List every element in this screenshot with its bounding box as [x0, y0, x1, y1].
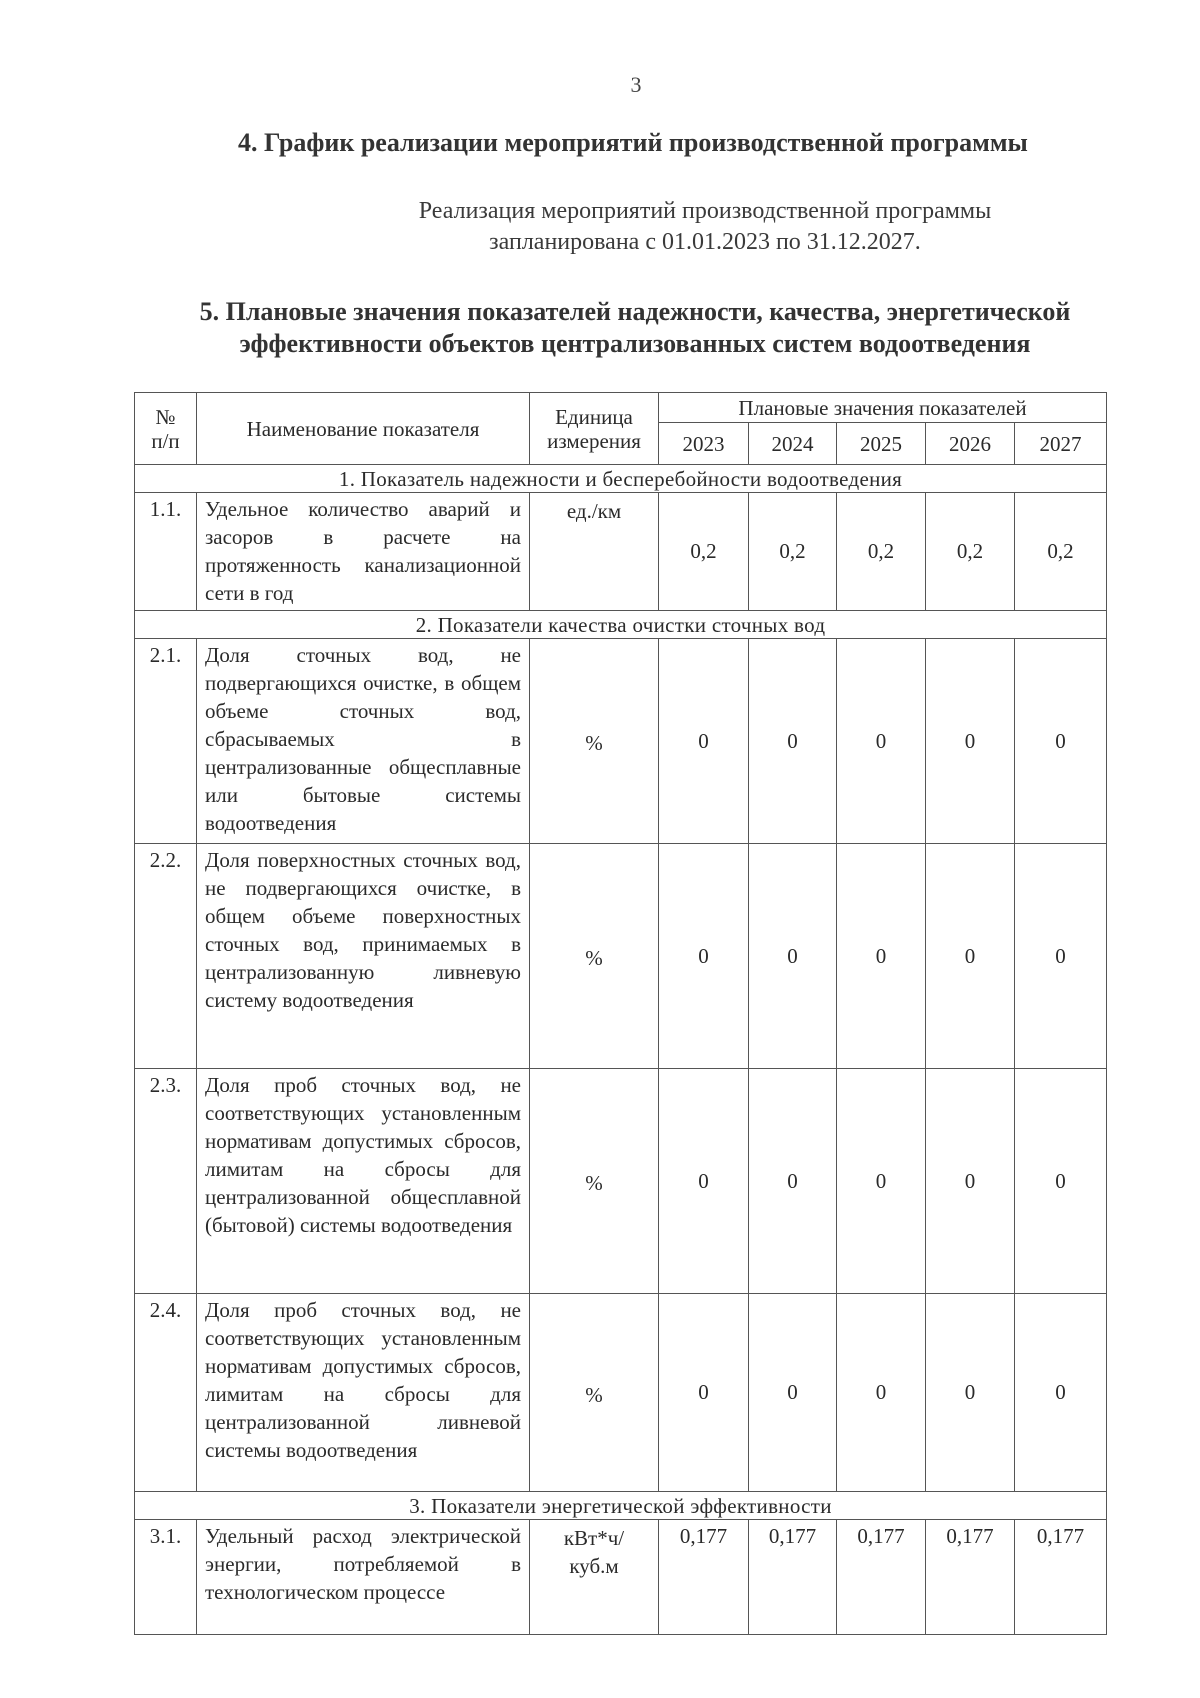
- row-value: 0: [837, 1069, 926, 1294]
- row-value: 0: [749, 1294, 837, 1492]
- row-unit: %: [530, 639, 659, 844]
- section-5-title-line-2: эффективности объектов централизованных систем водоотведения: [239, 329, 1031, 358]
- row-value: 0: [749, 639, 837, 844]
- row-number: 2.1.: [135, 639, 197, 844]
- row-value: 0,177: [659, 1520, 749, 1635]
- row-number: 2.3.: [135, 1069, 197, 1294]
- section-4-text: [280, 196, 1130, 258]
- table-row: [135, 1520, 1107, 1635]
- header-year: 2023: [659, 423, 749, 465]
- row-value: 0: [1015, 1069, 1107, 1294]
- section-title: 1. Показатель надежности и бесперебойности водоотведения: [135, 465, 1107, 493]
- section-title: 2. Показатели качества очистки сточных вод: [135, 611, 1107, 639]
- row-unit: %: [530, 1069, 659, 1294]
- row-value: 0: [659, 639, 749, 844]
- table-row: [135, 639, 1107, 844]
- row-value: 0: [837, 639, 926, 844]
- row-number: 2.4.: [135, 1294, 197, 1492]
- row-value: 0: [837, 1294, 926, 1492]
- row-value: 0,2: [926, 493, 1015, 611]
- row-value: 0: [659, 1294, 749, 1492]
- row-value: 0,177: [1015, 1520, 1107, 1635]
- row-unit-line-1: кВт*ч/: [563, 1526, 625, 1550]
- row-value: 0: [659, 1069, 749, 1294]
- table-row: [135, 1294, 1107, 1492]
- row-unit: %: [530, 1294, 659, 1492]
- row-value: 0,177: [749, 1520, 837, 1635]
- row-value: 0: [1015, 639, 1107, 844]
- row-value: 0,2: [749, 493, 837, 611]
- header-unit: [530, 393, 659, 465]
- header-number: [135, 393, 197, 465]
- row-unit: [530, 1520, 659, 1635]
- header-year: 2027: [1015, 423, 1107, 465]
- section-row: [135, 611, 1107, 639]
- row-value: 0: [926, 844, 1015, 1069]
- row-unit: %: [530, 844, 659, 1069]
- row-value: 0: [837, 844, 926, 1069]
- section-4-title: 4. График реализации мероприятий производственной программы: [238, 128, 1028, 157]
- section-5-title-line-1: 5. Плановые значения показателей надежности, качества, энергетической: [199, 297, 1071, 326]
- table-row: [135, 1069, 1107, 1294]
- row-value: 0,177: [926, 1520, 1015, 1635]
- row-number: 2.2.: [135, 844, 197, 1069]
- header-unit-line-2: измерения: [547, 428, 641, 453]
- header-plan-values: Плановые значения показателей: [659, 393, 1107, 423]
- section-row: [135, 465, 1107, 493]
- page-number: 3: [630, 72, 642, 97]
- row-value: 0: [926, 1294, 1015, 1492]
- table-row: [135, 844, 1107, 1069]
- row-indicator-name: Доля проб сточных вод, не соответствующих установленным нормативам допустимых сбросов, лимитам на сбросы для централизованной общесплавной (бытовой) системы водоотведения: [197, 1069, 530, 1294]
- section-title: 3. Показатели энергетической эффективности: [135, 1492, 1107, 1520]
- header-year: 2025: [837, 423, 926, 465]
- section-5-title: [150, 296, 1120, 360]
- row-value: 0: [659, 844, 749, 1069]
- row-indicator-name: Удельный расход электрической энергии, потребляемой в технологическом процессе: [197, 1520, 530, 1635]
- row-indicator-name: Доля поверхностных сточных вод, не подвергающихся очистке, в общем объеме поверхностных сточных вод, принимаемых в централизованную ливневую систему водоотведения: [197, 844, 530, 1069]
- header-number-line-2: п/п: [151, 428, 180, 453]
- row-indicator-name: Удельное количество аварий и засоров в расчете на протяженность канализационной сети в год: [197, 493, 530, 611]
- row-value: 0,177: [837, 1520, 926, 1635]
- section-row: [135, 1492, 1107, 1520]
- row-value: 0: [1015, 1294, 1107, 1492]
- header-number-line-1: №: [155, 404, 176, 429]
- indicators-table: [134, 392, 1107, 1635]
- row-unit-line-2: куб.м: [569, 1554, 619, 1578]
- header-unit-line-1: Единица: [555, 404, 633, 429]
- row-value: 0,2: [659, 493, 749, 611]
- row-number: 1.1.: [135, 493, 197, 611]
- header-indicator-name: Наименование показателя: [197, 393, 530, 465]
- row-indicator-name: Доля проб сточных вод, не соответствующих установленным нормативам допустимых сбросов, лимитам на сбросы для централизованной ливневой системы водоотведения: [197, 1294, 530, 1492]
- section-4-text-line-1: Реализация мероприятий производственной программы: [418, 198, 992, 224]
- row-value: 0: [749, 1069, 837, 1294]
- table-row: [135, 493, 1107, 611]
- row-value: 0: [749, 844, 837, 1069]
- row-number: 3.1.: [135, 1520, 197, 1635]
- header-year: 2024: [749, 423, 837, 465]
- header-year: 2026: [926, 423, 1015, 465]
- row-value: 0,2: [1015, 493, 1107, 611]
- row-indicator-name: Доля сточных вод, не подвергающихся очистке, в общем объеме сточных вод, сбрасываемых в централизованные общесплавные или бытовые системы водоотведения: [197, 639, 530, 844]
- row-unit: ед./км: [530, 493, 659, 611]
- row-value: 0: [926, 1069, 1015, 1294]
- section-4-text-line-2: запланирована с 01.01.2023 по 31.12.2027.: [489, 229, 921, 255]
- row-value: 0,2: [837, 493, 926, 611]
- row-value: 0: [926, 639, 1015, 844]
- row-value: 0: [1015, 844, 1107, 1069]
